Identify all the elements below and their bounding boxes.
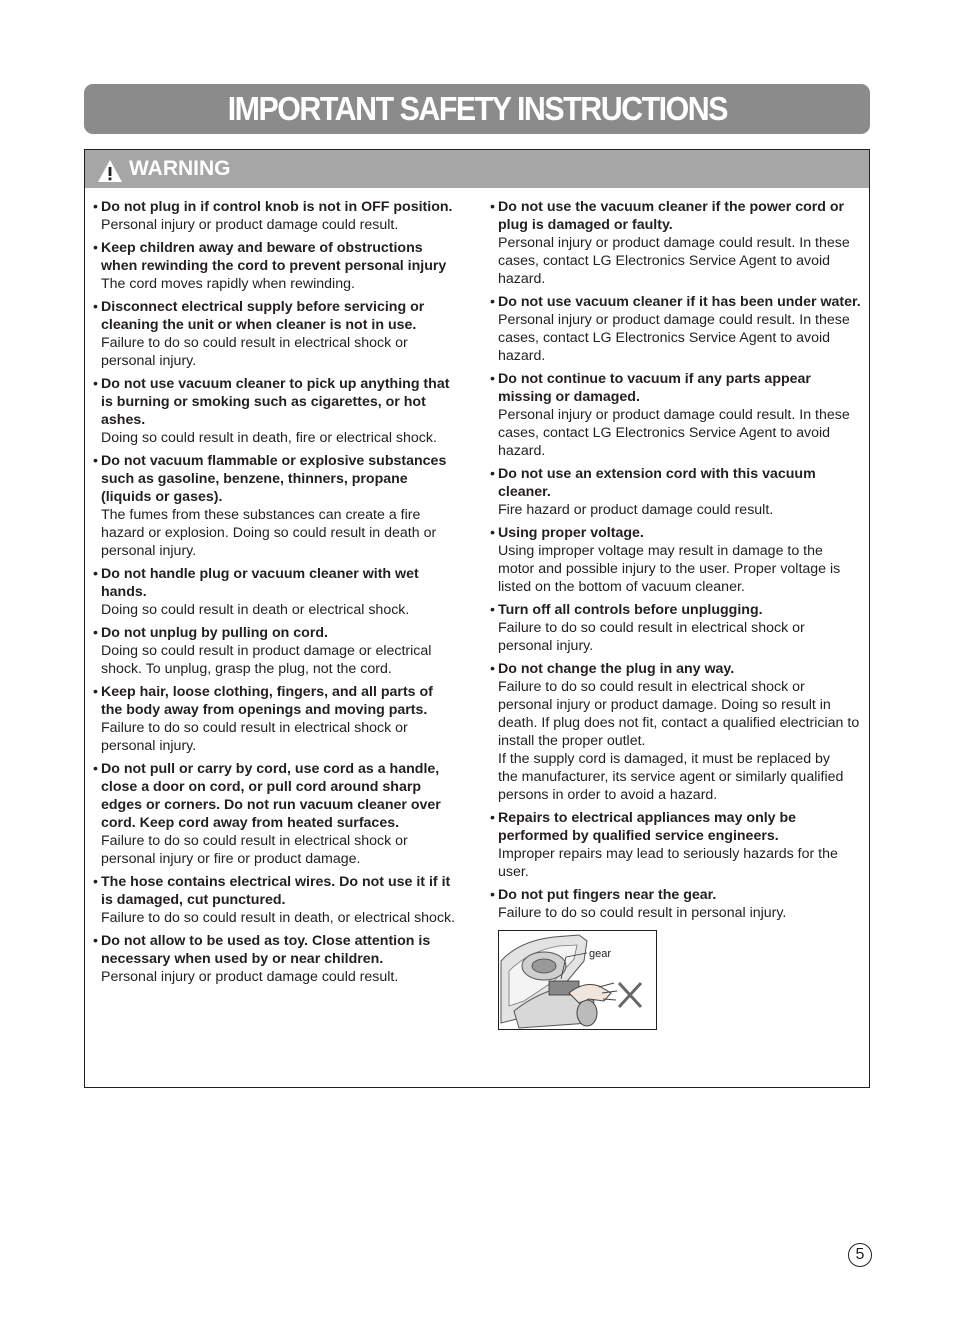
bullet: •: [490, 661, 495, 677]
item-text: Fire hazard or product damage could result.: [498, 502, 774, 518]
item-heading: Do not change the plug in any way.: [498, 661, 735, 677]
bullet: •: [93, 761, 98, 777]
item-text: Failure to do so could result in personal injury.: [498, 905, 787, 921]
item-heading: Do not put fingers near the gear.: [498, 887, 717, 903]
item-heading: Do not vacuum flammable or explosive substances such as gasoline, benzene, thinners, propane (liquids or gases).: [101, 453, 447, 505]
list-item: [93, 298, 465, 370]
bullet: •: [93, 453, 98, 469]
item-heading: Disconnect electrical supply before servicing or cleaning the unit or when cleaner is not in use.: [101, 299, 425, 333]
right-column: [490, 198, 865, 1030]
bullet: •: [93, 625, 98, 641]
bullet: •: [490, 466, 495, 482]
warning-label: WARNING: [129, 157, 231, 180]
item-heading: Keep children away and beware of obstructions when rewinding the cord to prevent personal injury: [101, 240, 447, 274]
item-text: Personal injury or product damage could result.: [101, 969, 399, 985]
bullet: •: [93, 299, 98, 315]
warning-triangle-icon: [97, 159, 123, 183]
warning-header: [85, 150, 869, 188]
list-item: [490, 370, 865, 460]
bullet: •: [490, 602, 495, 618]
item-heading: Turn off all controls before unplugging.: [498, 602, 763, 618]
item-text: Failure to do so could result in electrical shock or personal injury or product damage. Doing so result in death. If plug does not fit, contact a qualified electrician to install the proper outlet. If the supply cord is damaged, it must be replaced by the manufacturer, its service agent or similarly qualified persons in order to avoid a hazard.: [498, 679, 860, 803]
item-heading: Do not use the vacuum cleaner if the power cord or plug is damaged or faulty.: [498, 199, 845, 233]
item-heading: Do not handle plug or vacuum cleaner with wet hands.: [101, 566, 419, 600]
item-heading: Repairs to electrical appliances may only be performed by qualified service engineers.: [498, 810, 797, 844]
bullet: •: [93, 566, 98, 582]
item-text: Failure to do so could result in electrical shock or personal injury.: [101, 720, 408, 754]
gear-illustration: [498, 930, 657, 1030]
list-item: [490, 293, 865, 365]
item-heading: Using proper voltage.: [498, 525, 644, 541]
page-title: IMPORTANT SAFETY INSTRUCTIONS: [227, 90, 727, 127]
item-heading: Do not allow to be used as toy. Close attention is necessary when used by or near children.: [101, 933, 431, 967]
item-text: Failure to do so could result in electrical shock or personal injury.: [101, 335, 408, 369]
list-item: [93, 239, 465, 293]
list-item: [93, 760, 465, 868]
item-text: Personal injury or product damage could result. In these cases, contact LG Electronics Service Agent to avoid hazard.: [498, 312, 850, 364]
list-item: [490, 809, 865, 881]
list-item: [93, 452, 465, 560]
item-heading: Do not unplug by pulling on cord.: [101, 625, 328, 641]
item-text: Doing so could result in death, fire or electrical shock.: [101, 430, 437, 446]
item-text: Failure to do so could result in electrical shock or personal injury or fire or product damage.: [101, 833, 408, 867]
list-item: [490, 886, 865, 922]
item-heading: The hose contains electrical wires. Do not use it if it is damaged, cut punctured.: [101, 874, 451, 908]
list-item: [490, 524, 865, 596]
bullet: •: [93, 684, 98, 700]
item-text: Personal injury or product damage could result. In these cases, contact LG Electronics Service Agent to avoid hazard.: [498, 407, 850, 459]
item-text: Failure to do so could result in death, or electrical shock.: [101, 910, 456, 926]
item-heading: Do not use vacuum cleaner if it has been under water.: [498, 294, 861, 310]
bullet: •: [490, 294, 495, 310]
bullet: •: [490, 199, 495, 215]
item-text: Personal injury or product damage could result. In these cases, contact LG Electronics Service Agent to avoid hazard.: [498, 235, 850, 287]
item-text: Doing so could result in death or electrical shock.: [101, 602, 410, 618]
item-heading: Do not continue to vacuum if any parts appear missing or damaged.: [498, 371, 811, 405]
list-item: [93, 565, 465, 619]
page-number: 5: [848, 1243, 872, 1267]
warning-box: [84, 149, 870, 1088]
item-text: Improper repairs may lead to seriously hazards for the user.: [498, 846, 838, 880]
list-item: [93, 683, 465, 755]
gear-label: gear: [589, 948, 612, 960]
list-item: [490, 660, 865, 804]
item-heading: Keep hair, loose clothing, fingers, and all parts of the body away from openings and moving parts.: [101, 684, 433, 718]
item-text: The fumes from these substances can create a fire hazard or explosion. Doing so could result in death or personal injury.: [101, 507, 437, 559]
bullet: •: [93, 199, 98, 215]
bullet: •: [490, 810, 495, 826]
item-heading: Do not plug in if control knob is not in OFF position.: [101, 199, 453, 215]
bullet: •: [93, 933, 98, 949]
list-item: [93, 873, 465, 927]
item-text: Using improper voltage may result in damage to the motor and possible injury to the user. Proper voltage is listed on the bottom of vacuum cleaner.: [498, 543, 841, 595]
bullet: •: [93, 376, 98, 392]
list-item: [93, 198, 465, 234]
item-text: Doing so could result in product damage or electrical shock. To unplug, grasp the plug, not the cord.: [101, 643, 432, 677]
item-text: Failure to do so could result in electrical shock or personal injury.: [498, 620, 805, 654]
bullet: •: [490, 371, 495, 387]
bullet: •: [93, 874, 98, 890]
bullet: •: [490, 525, 495, 541]
item-heading: Do not use an extension cord with this vacuum cleaner.: [498, 466, 816, 500]
item-heading: Do not pull or carry by cord, use cord as a handle, close a door on cord, or pull cord around sharp edges or corners. Do not run vacuum cleaner over cord. Keep cord away from heated surfaces.: [101, 761, 441, 831]
title-bar: [84, 84, 870, 134]
left-column: [93, 198, 465, 991]
list-item: [490, 601, 865, 655]
item-text: Personal injury or product damage could result.: [101, 217, 399, 233]
list-item: [93, 624, 465, 678]
list-item: [490, 198, 865, 288]
list-item: [93, 375, 465, 447]
bullet: •: [490, 887, 495, 903]
item-text: The cord moves rapidly when rewinding.: [101, 276, 355, 292]
item-heading: Do not use vacuum cleaner to pick up anything that is burning or smoking such as cigarettes, or hot ashes.: [101, 376, 450, 428]
bullet: •: [93, 240, 98, 256]
list-item: [93, 932, 465, 986]
vacuum-gear-drawing: [499, 931, 656, 1029]
list-item: [490, 465, 865, 519]
